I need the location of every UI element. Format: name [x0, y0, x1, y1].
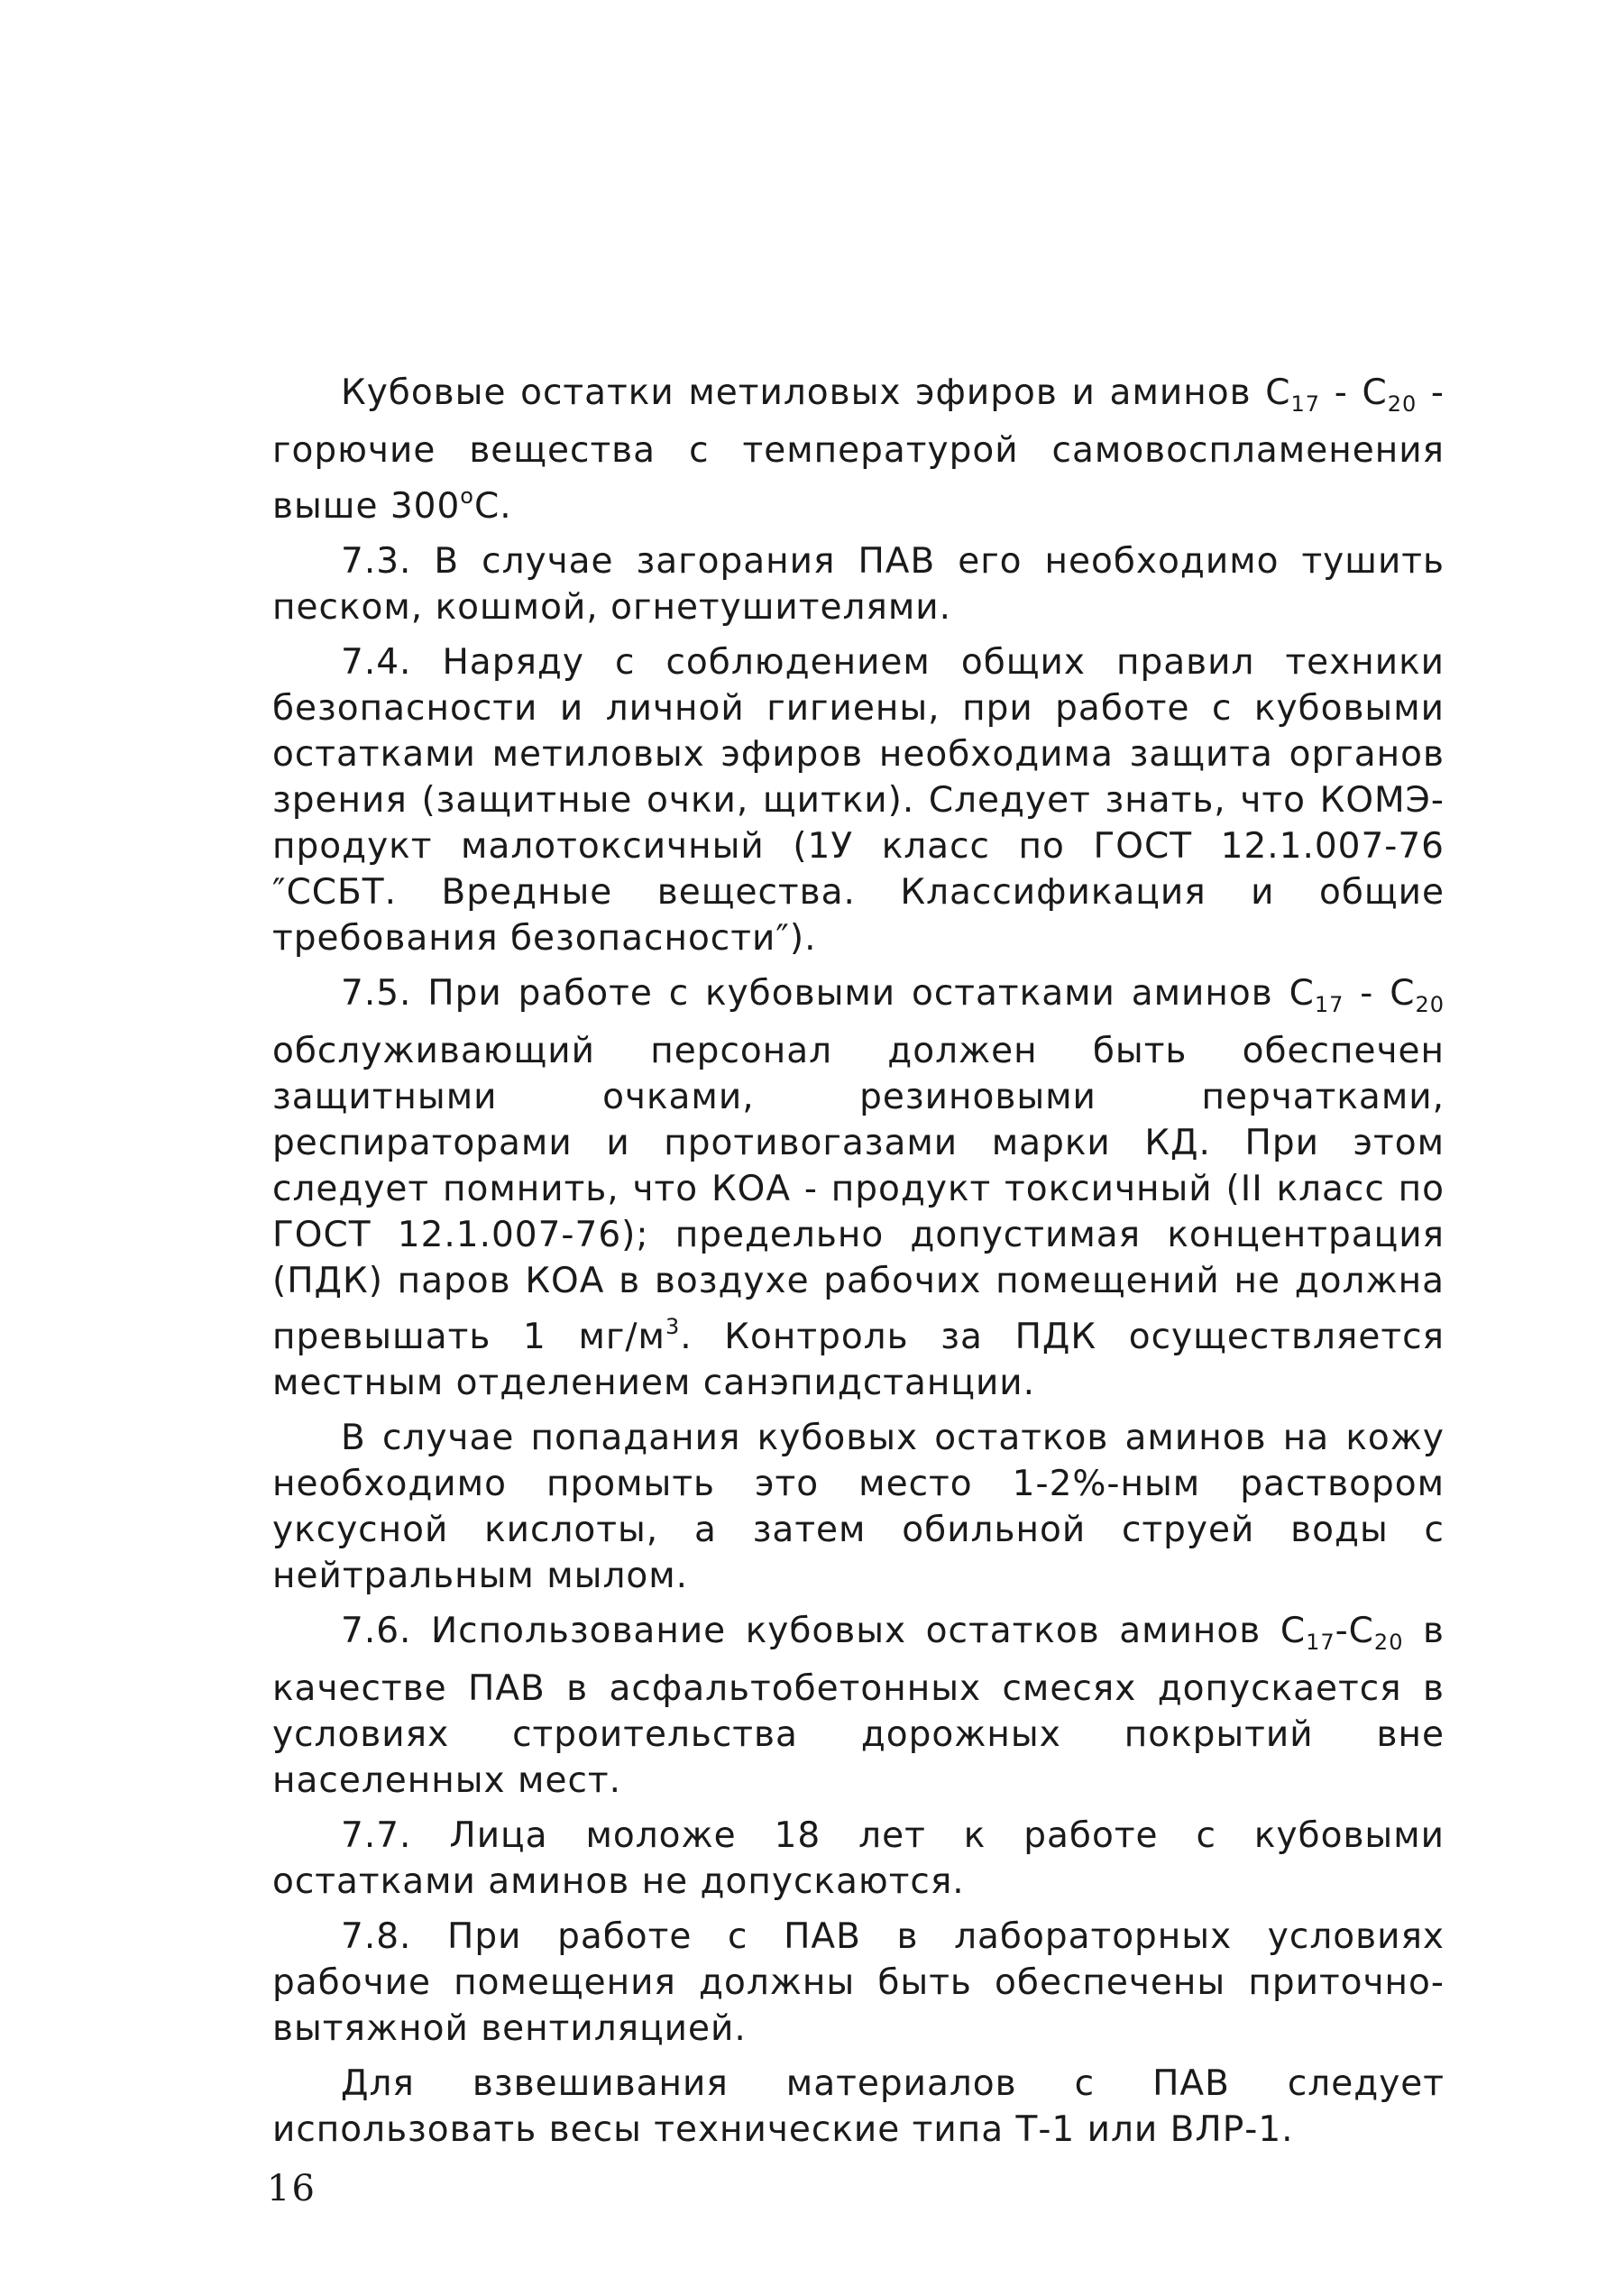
body-text [272, 370, 1445, 2153]
text-run: C [1289, 973, 1315, 1014]
text-run: - C [1344, 973, 1416, 1014]
text-run: C [1265, 372, 1291, 413]
text-run: . Контроль за ПДК осуществляется местным отделением санэпидстанции. [272, 1317, 1445, 1403]
subscript: 20 [1373, 1630, 1404, 1655]
page-number: 16 [267, 2168, 317, 2209]
paragraph-p7 [272, 1813, 1445, 1905]
superscript: o [460, 483, 474, 509]
paragraph-p4 [272, 970, 1445, 1406]
text-run: 7.3. В случае загорания ПАВ его необходимо тушить песком, кошмой, огнетушителями. [272, 541, 1445, 628]
subscript: 17 [1306, 1630, 1335, 1655]
text-run: С. [473, 486, 512, 527]
text-run: C [1280, 1611, 1307, 1651]
text-run: Для взвешивания материалов с ПАВ следует использовать весы технические типа Т-1 или ВЛР-1. [272, 2063, 1445, 2150]
text-run: обслуживающий персонал должен быть обеспечен защитными очками, резиновыми перчатками, респираторами и противогазами марки КД. При этом следует помнить, что КОА - продукт токсичный (II класс по ГОСТ 12.1.007-76); предельно допустимая концентрация (ПДК) паров КОА в воздухе рабочих помещений не должна превышать 1 мг/м [272, 1031, 1445, 1357]
text-run: Кубовые остатки метиловых эфиров и аминов [341, 372, 1266, 413]
paragraph-p1 [272, 370, 1445, 529]
subscript: 17 [1314, 992, 1344, 1017]
paragraph-p8 [272, 1914, 1445, 2052]
text-run: 7.5. При работе с кубовыми остатками аминов [341, 973, 1289, 1014]
text-run: -C [1335, 1611, 1374, 1651]
text-run: - C [1320, 372, 1388, 413]
paragraph-p9 [272, 2061, 1445, 2153]
subscript: 20 [1415, 992, 1445, 1017]
text-run: 7.7. Лица моложе 18 лет к работе с кубовыми остатками аминов не допускаются. [272, 1815, 1445, 1902]
text-run: в качестве ПАВ в асфальтобетонных смесях допускается в условиях строительства дорожных покрытий вне населенных мест. [272, 1611, 1445, 1801]
paragraph-p6 [272, 1608, 1445, 1804]
paragraph-p2 [272, 538, 1445, 630]
text-run: 7.6. Использование кубовых остатков аминов [341, 1611, 1280, 1651]
text-run: 7.4. Наряду с соблюдением общих правил техники безопасности и личной гигиены, при работе с кубовыми остатками метиловых эфиров необходима защита органов зрения (защитные очки, щитки). Следует знать, что КОМЭ-продукт малотоксичный (1У класс по ГОСТ 12.1.007-76 ″ССБТ. Вредные вещества. Классификация и общие требования безопасности″). [272, 642, 1445, 959]
paragraph-p3 [272, 639, 1445, 961]
text-run: - горючие вещества с температурой самовоспламенения выше 300 [272, 372, 1445, 527]
paragraph-p5 [272, 1415, 1445, 1599]
text-run: В случае попадания кубовых остатков аминов на кожу необходимо промыть это место 1-2%-ным раствором уксусной кислоты, а затем обильной струей воды с нейтральным мылом. [272, 1418, 1445, 1596]
subscript: 17 [1290, 391, 1321, 417]
superscript: 3 [665, 1314, 681, 1339]
subscript: 20 [1387, 391, 1418, 417]
text-run: 7.8. При работе с ПАВ в лабораторных условиях рабочие помещения должны быть обеспечены приточно-вытяжной вентиляцией. [272, 1916, 1445, 2049]
